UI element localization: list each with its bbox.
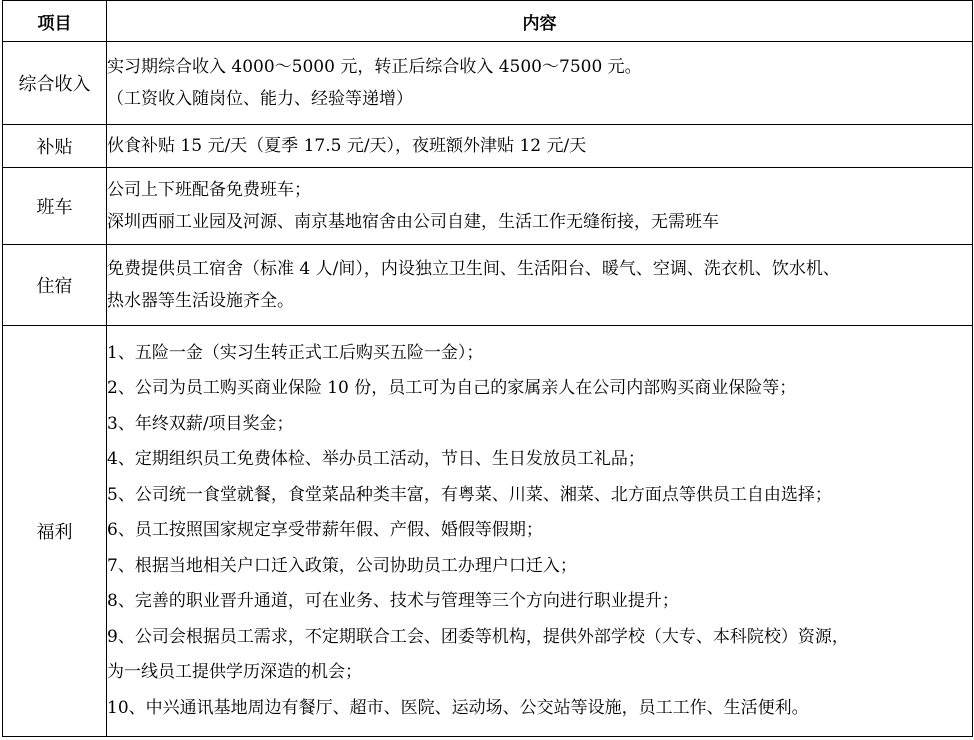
content-line: 8、完善的职业晋升通道，可在业务、技术与管理等三个方向进行职业提升；	[107, 591, 679, 612]
row-content	[107, 326, 973, 737]
row-content	[107, 125, 973, 168]
content-line: 4、定期组织员工免费体检、举办员工活动，节日、生日发放员工礼品；	[107, 449, 645, 470]
row-label: 补贴	[3, 125, 107, 168]
header-item: 项目	[3, 1, 107, 42]
row-label: 住宿	[3, 245, 107, 326]
row-content	[107, 245, 973, 326]
content-line: 深圳西丽工业园及河源、南京基地宿舍由公司自建，生活工作无缝衔接，无需班车	[107, 212, 719, 232]
table-row-income	[3, 42, 973, 125]
row-content	[107, 42, 973, 125]
row-content	[107, 168, 973, 245]
content-line: 实习期综合收入 4000～5000 元，转正后综合收入 4500～7500 元。	[107, 57, 642, 77]
content-line: 公司上下班配备免费班车；	[107, 180, 311, 200]
row-label: 班车	[3, 168, 107, 245]
content-line: 1、五险一金（实习生转正式工后购买五险一金）；	[107, 342, 484, 363]
content-line: 热水器等生活设施齐全。	[107, 291, 294, 311]
row-label: 福利	[3, 326, 107, 737]
table-row-housing	[3, 245, 973, 326]
content-line: （工资收入随岗位、能力、经验等递增）	[107, 89, 413, 109]
table-row-shuttle-bus	[3, 168, 973, 245]
content-line: 5、公司统一食堂就餐，食堂菜品种类丰富，有粤菜、川菜、湘菜、北方面点等供员工自由选择；	[107, 484, 832, 505]
table-row-welfare	[3, 326, 973, 737]
benefits-table	[2, 0, 973, 737]
table-row-subsidy	[3, 125, 973, 168]
content-line: 2、公司为员工购买商业保险 10 份，员工可为自己的家属亲人在公司内部购买商业保险等；	[107, 378, 797, 399]
content-line: 为一线员工提供学历深造的机会；	[107, 662, 362, 683]
content-line: 免费提供员工宿舍（标准 4 人/间），内设独立卫生间、生活阳台、暖气、空调、洗衣机、饮水机、	[107, 259, 840, 279]
content-line: 7、根据当地相关户口迁入政策，公司协助员工办理户口迁入；	[107, 555, 577, 576]
row-label: 综合收入	[3, 42, 107, 125]
content-line: 10、中兴通讯基地周边有餐厅、超市、医院、运动场、公交站等设施，员工工作、生活便利。	[107, 697, 809, 718]
header-row	[3, 1, 973, 42]
content-line: 9、公司会根据员工需求，不定期联合工会、团委等机构，提供外部学校（大专、本科院校）资源，	[107, 626, 849, 647]
content-line: 3、年终双薪/项目奖金；	[107, 413, 294, 434]
content-line: 6、员工按照国家规定享受带薪年假、产假、婚假等假期；	[107, 520, 543, 541]
content-line: 伙食补贴 15 元/天（夏季 17.5 元/天），夜班额外津贴 12 元/天	[107, 136, 587, 156]
header-content: 内容	[107, 1, 973, 42]
